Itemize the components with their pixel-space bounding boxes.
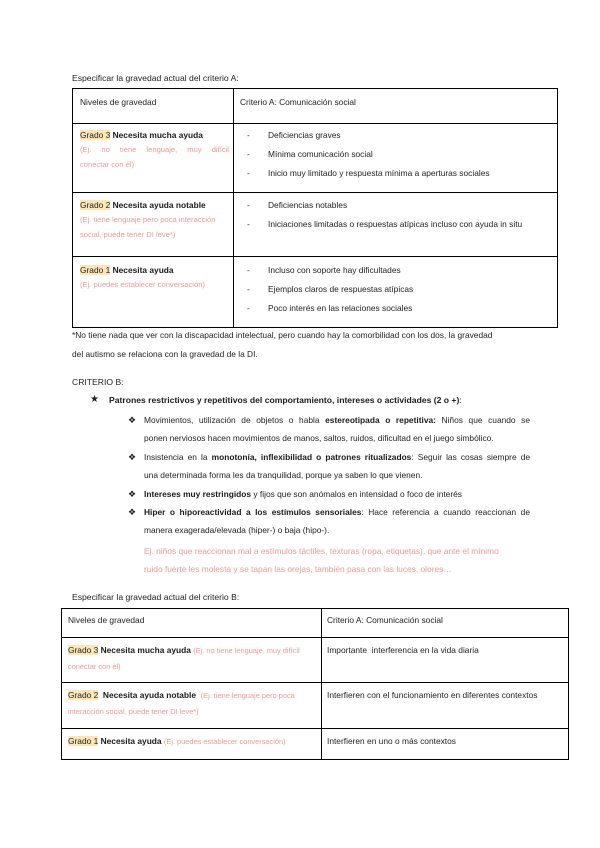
header-niveles: Niveles de gravedad [73,89,234,124]
list-item: - Iniciaciones limitadas o respuestas atípicas incluso con ayuda in situ [234,218,557,237]
grado-title: Necesita ayuda [112,265,174,275]
table-row [73,257,558,328]
header-criterio: Criterio A: Comunicación social [322,609,569,638]
criterio-b-example: Ej. niños que reaccionan mal a estímulos táctiles, texturas (ropa, etiquetas), que ante el mínimo [144,546,499,556]
diamond-bullet-icon: ❖ [128,507,137,517]
criterio-cell [234,257,558,328]
table-row [62,638,569,683]
criterio-b-example: ruido fuerte les molesta y se tapan las orejas, también pasa con las luces, olores… [144,564,452,574]
table-row [62,683,569,729]
criterio-b-intro: Especificar la gravedad actual del criterio B: [72,592,240,602]
diamond-bullet-icon: ❖ [128,452,137,462]
criterio-cell [234,193,558,257]
grado-example: (Ej. no tiene lenguaje, muy difícil [80,145,229,154]
grado-cell: Grado 2 Necesita ayuda notable (Ej. tiene lenguaje pero poca interacción social, puede tener DI leve*) [62,683,322,729]
list-item: - Poco interés en las relaciones sociales [234,302,557,321]
criterio-b-item: Insistencia en la monotonía, inflexibilidad o patrones ritualizados: Seguir las cosas siempre de una determinada forma les da tranquilidad, porque ya saben lo que vienen. [144,452,531,480]
table-row [73,193,558,257]
nota-line: *No tiene nada que ver con la discapacidad intelectual, pero cuando hay la comorbilidad con los dos, la gravedad [72,330,493,340]
criterio-cell [234,124,558,193]
criterio-b-item: Movimientos, utilización de objetos o habla estereotipada o repetitiva: Niños que cuando se ponen nerviosos hacen movimientos de manos, saltos, ruidos, dificultad en el juego simbólico. [144,415,531,443]
descripcion-cell: Importante interferencia en la vida diaria [322,638,569,683]
nota [72,326,542,364]
diamond-bullet-icon: ❖ [128,415,137,425]
criterio-b-bullet: Patrones restrictivos y repetitivos del comportamiento, intereses o actividades (2 o +): [109,395,462,405]
table-row [62,729,569,760]
grado-cell [73,124,234,193]
grado-example: social, puede tener DI leve*) [80,230,176,239]
table-header-row [73,89,558,124]
criterio-b-title: CRITERIO B: [72,377,124,387]
grado-example: (Ej. puedes establecer conversación) [80,280,205,289]
header-niveles: Niveles de gravedad [62,609,322,638]
list-item: - Inicio muy limitado y respuesta mínima a aperturas sociales [234,167,557,186]
grado-label: Grado 2 [80,200,111,210]
criterio-list [234,199,557,237]
diamond-bullet-icon: ❖ [128,489,137,499]
list-item: - Deficiencias notables [234,199,557,218]
grado-cell: Grado 3 Necesita mucha ayuda (Ej. no tiene lenguaje, muy difícil conectar con él) [62,638,322,683]
criterio-list [234,264,557,321]
criterio-b-item: Hiper o hiporeactividad a los estímulos sensoriales: Hace referencia a cuando reaccionan de manera exagerada/elevada (hiper-) o baja (hipo-). Ej. niños que reaccionan mal a estímulos táctiles, texturas (ropa, etiquetas), que ante el mínimo ruido fuerte les molesta y se tapan las orejas, también pasa con las luces, olores… [144,503,530,578]
criterio-b-table [61,608,569,760]
grado-example: (Ej. tiene lenguaje pero poca interacción [80,215,216,224]
header-criterio: Criterio A: Comunicación social [234,89,558,124]
table-header-row [62,609,569,638]
nota-line: del autismo se relaciona con la gravedad de la DI. [72,349,258,359]
grado-label: Grado 3 [80,130,111,140]
grado-title: Necesita mucha ayuda [112,130,203,140]
grado-cell: Grado 1 Necesita ayuda (Ej. puedes establecer conversación) [62,729,322,760]
descripcion-cell: Interfieren con el funcionamiento en diferentes contextos [322,683,569,729]
descripcion-cell: Interfieren en uno o más contextos [322,729,569,760]
list-item: - Ejemplos claros de respuestas atípicas [234,283,557,302]
list-item: - Mínima comunicación social [234,148,557,167]
criterio-a-table [72,88,558,328]
grado-cell [73,193,234,257]
criterio-a-intro: Especificar la gravedad actual del criterio A: [72,73,239,83]
criterio-b-item: Intereses muy restringidos y fijos que son anómalos en intensidad o foco de interés [144,489,462,499]
grado-label: Grado 1 [80,265,111,275]
criterio-list [234,129,557,186]
star-bullet-icon: ★ [90,394,99,405]
grado-cell [73,257,234,328]
grado-example: conectar con él) [80,160,135,169]
table-row [73,124,558,193]
list-item: - Deficiencias graves [234,129,557,148]
list-item: - Incluso con soporte hay dificultades [234,264,557,283]
grado-title: Necesita ayuda notable [112,200,206,210]
